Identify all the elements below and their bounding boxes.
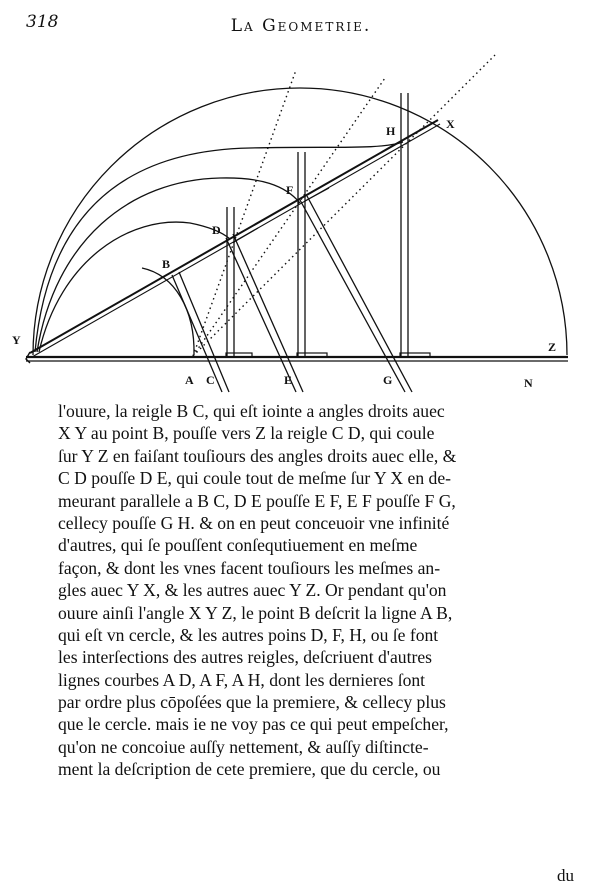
text-line: façon, & dont les vnes facent touſiours les meſmes an- xyxy=(58,557,441,578)
text-line: qu'on ne concoiue auſſy nettement, & auſſy diſtincte- xyxy=(58,736,429,757)
text-line: cellecy pouſſe G H. & on en peut conceuoir vne infinité xyxy=(58,512,450,533)
label-N: N xyxy=(524,376,533,390)
circle-AB xyxy=(142,268,194,355)
label-F: F xyxy=(286,183,294,197)
text-line: C D pouſſe D E, qui coule tout de meſme ſur Y X en de- xyxy=(58,468,451,489)
label-A: A xyxy=(185,373,194,387)
rule-FG xyxy=(300,200,405,392)
geometric-figure xyxy=(0,50,602,400)
text-line: gles auec Y X, & les autres auec Y Z. Or pendant qu'on xyxy=(58,580,447,601)
page-number: 318 xyxy=(26,12,59,32)
label-E: E xyxy=(284,373,293,387)
label-X: X xyxy=(446,117,455,131)
label-H: H xyxy=(386,124,396,138)
text-line: d'autres, qui ſe pouſſent conſequtiuement en meſme xyxy=(58,535,418,556)
text-line: ment la deſcription de cete premiere, que du cercle, ou xyxy=(58,759,441,780)
text-line: lignes courbes A D, A F, A H, dont les dernieres ſont xyxy=(58,669,426,690)
dotted-line-2 xyxy=(193,78,385,356)
running-title: La Geometrie. xyxy=(230,16,372,36)
label-B: B xyxy=(162,257,171,271)
text-line: par ordre plus cōpoſées que la premiere, & cellecy plus xyxy=(58,692,446,713)
label-Z: Z xyxy=(548,340,557,354)
text-line: qui eſt vn cercle, & les autres poins D, F, H, ou ſe font xyxy=(58,624,439,645)
rule-DE xyxy=(226,238,296,392)
label-D: D xyxy=(212,223,221,237)
text-line: que le cercle. mais ie ne voy pas ce qui peut empeſcher, xyxy=(58,714,449,735)
body-text xyxy=(58,400,578,781)
text-line: l'ouure, la reigle B C, qui eſt iointe a angles droits auec xyxy=(58,401,445,421)
text-line: ouure ainſi l'angle X Y Z, le point B deſcrit la ligne A B, xyxy=(58,602,453,623)
text-line: X Y au point B, pouſſe vers Z la reigle C D, qui coule xyxy=(58,423,435,444)
text-line: les interſections des autres reigles, deſcriuent d'autres xyxy=(58,647,432,668)
large-semicircle xyxy=(33,88,567,355)
catchword: du xyxy=(557,866,574,885)
dotted-line-1 xyxy=(193,70,296,356)
label-G: G xyxy=(383,373,393,387)
arc-AH xyxy=(35,142,403,352)
text-line: ſur Y Z en faiſant touſiours des angles droits auec elle, & xyxy=(58,445,457,466)
label-Y: Y xyxy=(12,333,21,347)
text-line: meurant parallele a B C, D E pouſſe E F, E F pouſſe F G, xyxy=(58,490,456,511)
dotted-line-3 xyxy=(193,55,495,356)
label-C: C xyxy=(206,373,215,387)
